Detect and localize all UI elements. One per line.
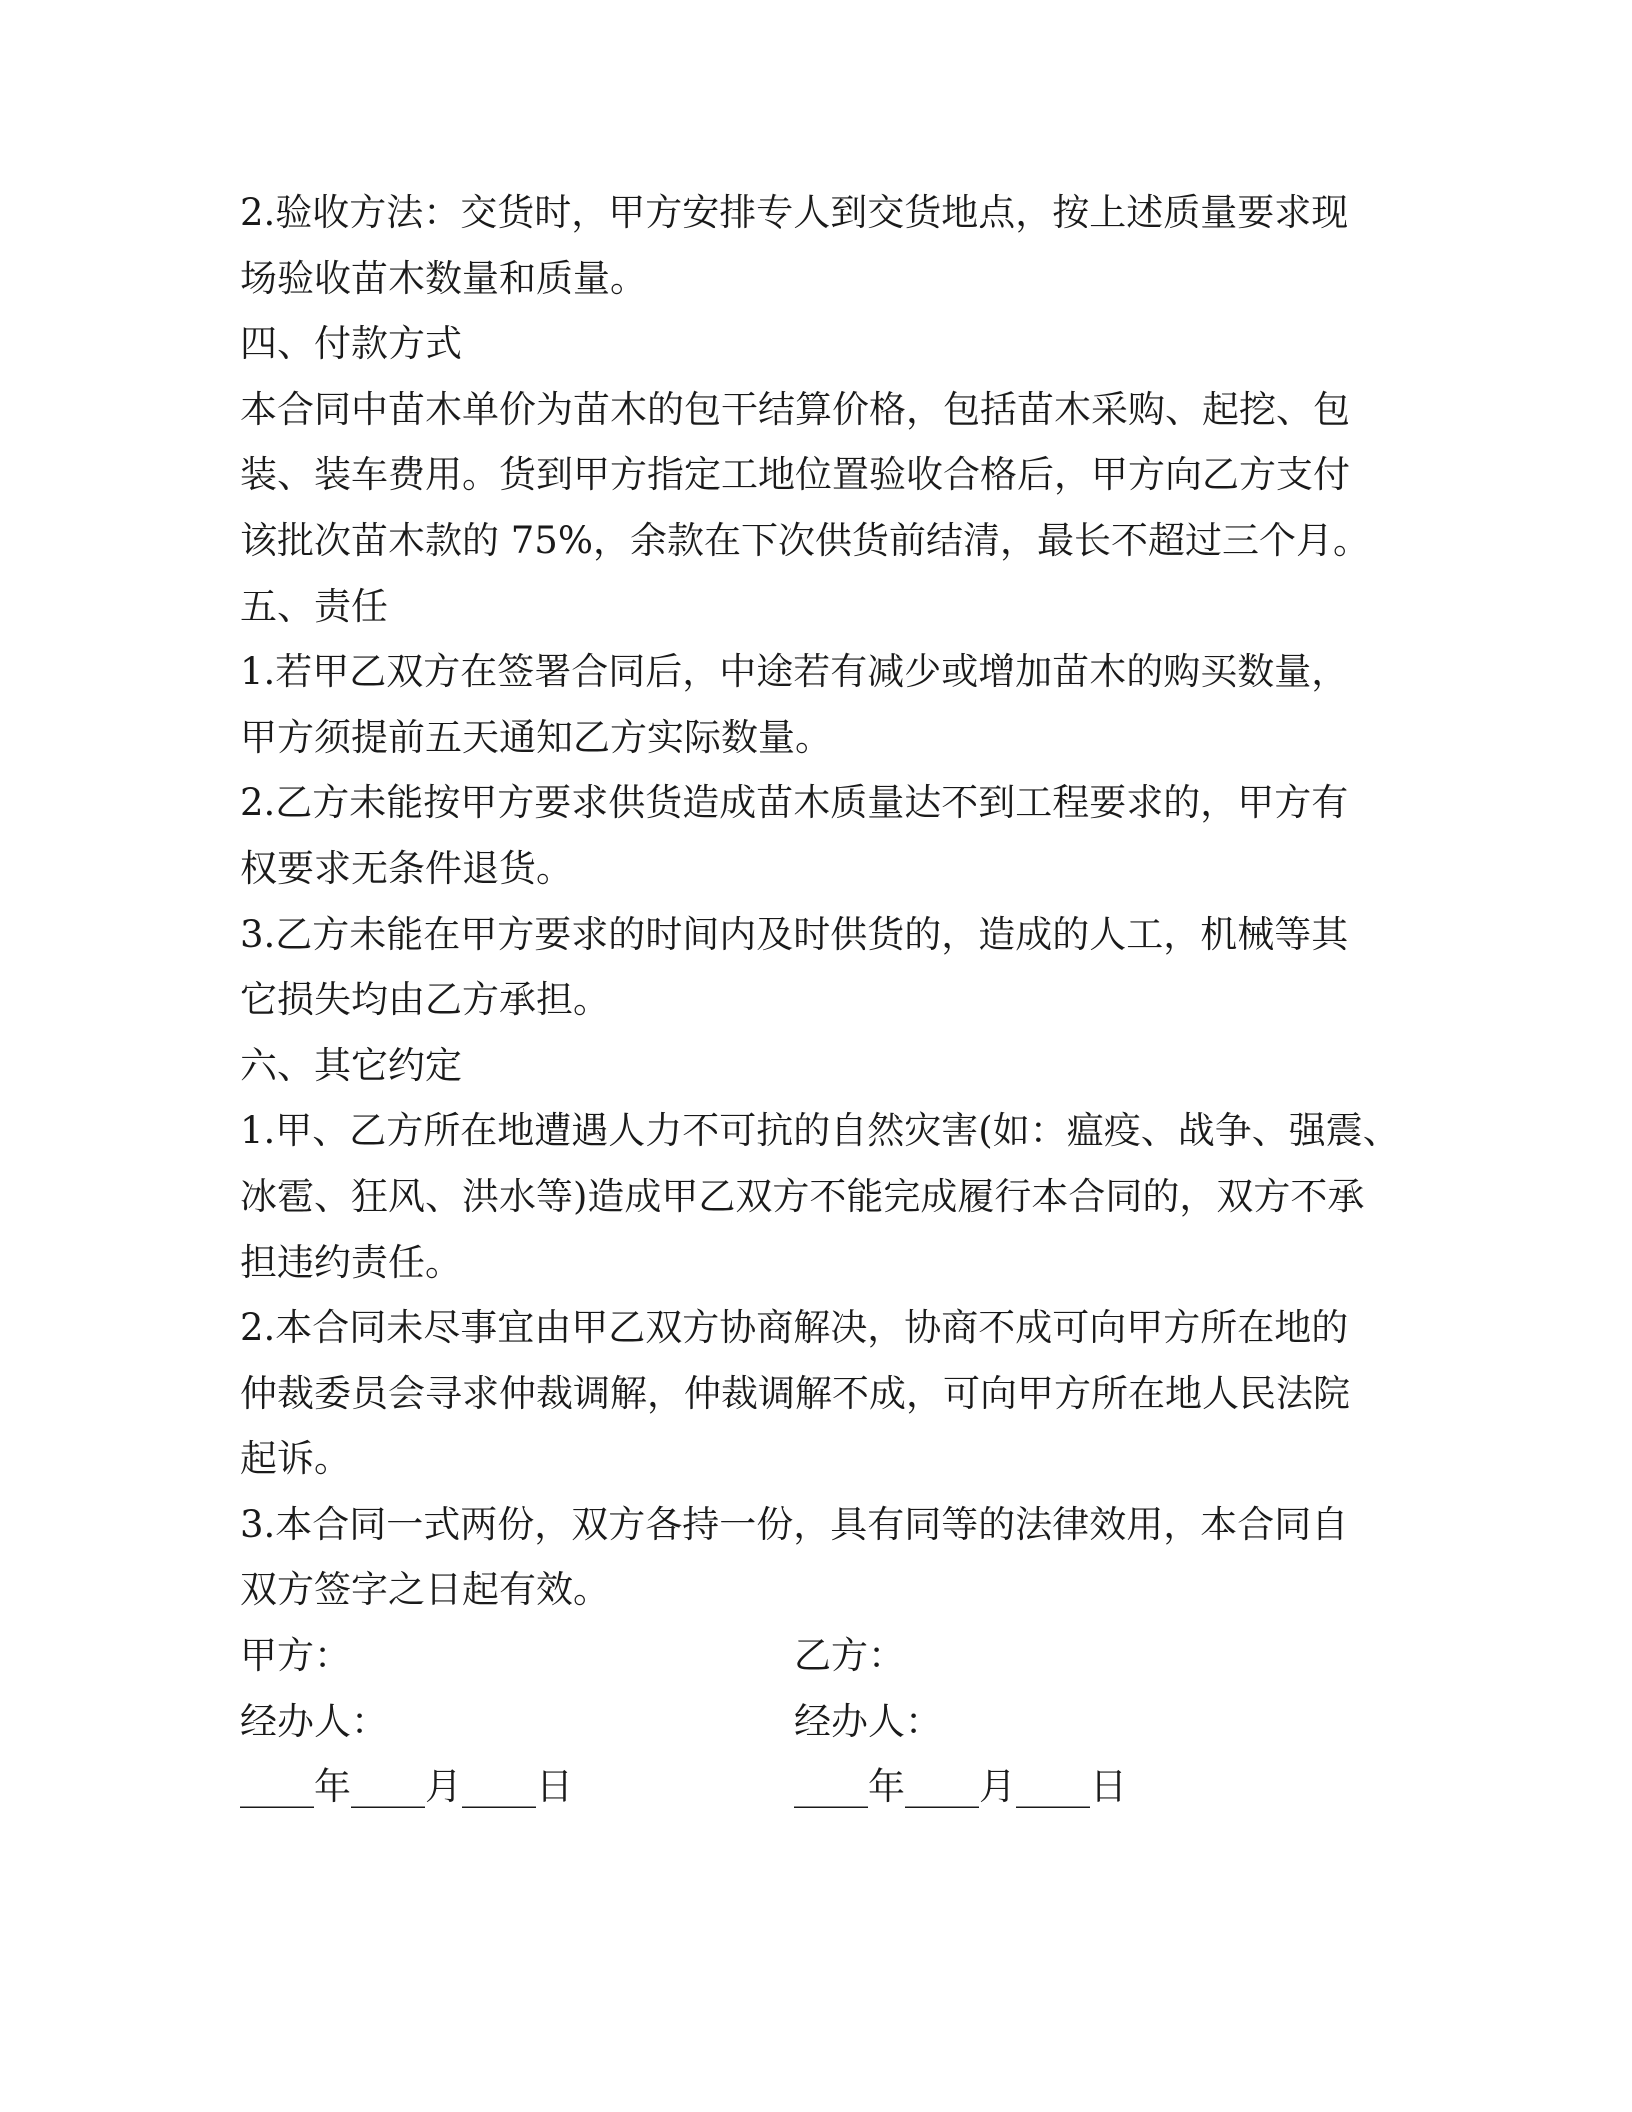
text-line: 装、装车费用。货到甲方指定工地位置验收合格后，甲方向乙方支付 xyxy=(240,453,1350,497)
signature-agent-row xyxy=(240,1689,1420,1755)
text-line: 甲方须提前五天通知乙方实际数量。 xyxy=(240,715,832,759)
agent-a-label: 经办人： xyxy=(240,1699,388,1743)
text-line: 六、其它约定 xyxy=(240,1043,462,1087)
contract-page xyxy=(240,180,1420,1820)
text-line: 2.乙方未能按甲方要求供货造成苗木质量达不到工程要求的，甲方有 xyxy=(240,781,1349,825)
text-line: 五、责任 xyxy=(240,584,388,628)
signature-date-row xyxy=(240,1754,1420,1820)
text-line: 冰雹、狂风、洪水等)造成甲乙双方不能完成履行本合同的，双方不承 xyxy=(240,1174,1365,1218)
text-line: 双方签字之日起有效。 xyxy=(240,1568,610,1612)
text-line: 四、付款方式 xyxy=(240,322,462,366)
text-line: 2.本合同未尽事宜由甲乙双方协商解决，协商不成可向甲方所在地的 xyxy=(240,1306,1349,1350)
text-line: 起诉。 xyxy=(240,1437,351,1481)
date-b-field: ____年____月____日 xyxy=(794,1765,1127,1809)
text-line: 本合同中苗木单价为苗木的包干结算价格，包括苗木采购、起挖、包 xyxy=(240,387,1350,431)
text-line: 3.本合同一式两份，双方各持一份，具有同等的法律效用，本合同自 xyxy=(240,1502,1349,1546)
text-line: 1.若甲乙双方在签署合同后，中途若有减少或增加苗木的购买数量， xyxy=(240,650,1349,694)
text-line: 该批次苗木款的 75%，余款在下次供货前结清，最长不超过三个月。 xyxy=(240,518,1370,562)
text-line: 1.甲、乙方所在地遭遇人力不可抗的自然灾害(如：瘟疫、战争、强震、 xyxy=(240,1109,1400,1153)
date-a-field: ____年____月____日 xyxy=(240,1765,573,1809)
text-line: 仲裁委员会寻求仲裁调解，仲裁调解不成，可向甲方所在地人民法院 xyxy=(240,1371,1350,1415)
party-a-label: 甲方： xyxy=(240,1634,351,1678)
contract-body xyxy=(240,180,1420,1623)
party-b-label: 乙方： xyxy=(794,1634,905,1678)
text-line: 它损失均由乙方承担。 xyxy=(240,978,610,1022)
signature-party-row xyxy=(240,1623,1420,1689)
text-line: 3.乙方未能在甲方要求的时间内及时供货的，造成的人工，机械等其 xyxy=(240,912,1349,956)
agent-b-label: 经办人： xyxy=(794,1699,942,1743)
text-line: 担违约责任。 xyxy=(240,1240,462,1284)
text-line: 2.验收方法：交货时，甲方安排专人到交货地点，按上述质量要求现 xyxy=(240,191,1349,234)
text-line: 场验收苗木数量和质量。 xyxy=(240,256,647,300)
text-line: 权要求无条件退货。 xyxy=(240,846,573,890)
